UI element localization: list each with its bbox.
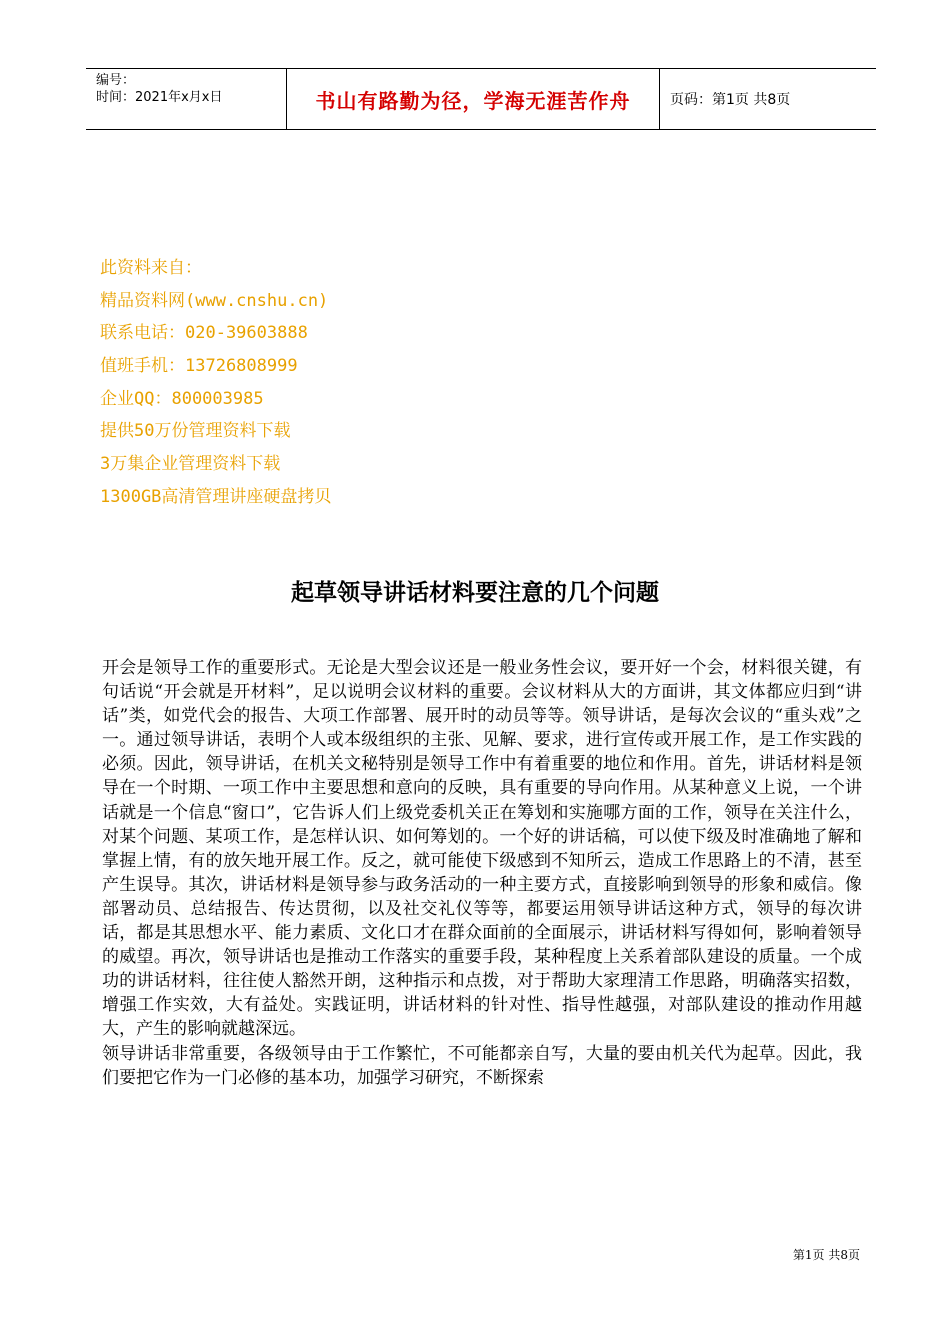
number-label: 编号： (96, 73, 136, 88)
promo-line: 提供50万份管理资料下载 (100, 421, 291, 442)
header-motto: 书山有路勤为径，学海无涯苦作舟 (286, 69, 660, 129)
promo-line: 企业QQ：800003985 (100, 388, 264, 409)
promo-block (100, 252, 331, 514)
promo-line: 联系电话：020-39603888 (100, 323, 308, 344)
body-paragraph: 开会是领导工作的重要形式。无论是大型会议还是一般业务性会议，要开好一个会，材料很关键，有句话说“开会就是开材料”，足以说明会议材料的重要。会议材料从大的方面讲，其文体都应归到“讲话”类，如党代会的报告、大项工作部署、展开时的动员等等。领导讲话，是每次会议的“重头戏”之一。通过领导讲话，表明个人或本级组织的主张、见解、要求，进行宣传或开展工作，是工作实践的必须。因此，领导讲话，在机关文秘特别是领导工作中有着重要的地位和作用。首先，讲话材料是领导在一个时期、一项工作中主要思想和意向的反映，具有重要的导向作用。从某种意义上说，一个讲话就是一个信息“窗口”，它告诉人们上级党委机关正在筹划和实施哪方面的工作，领导在关注什么，对某个问题、某项工作，是怎样认识、如何筹划的。一个好的讲话稿，可以使下级及时准确地了解和掌握上情，有的放矢地开展工作。反之，就可能使下级感到不知所云，造成工作思路上的不清，甚至产生误导。其次，讲话材料是领导参与政务活动的一种主要方式，直接影响到领导的形象和威信。像部署动员、总结报告、传达贯彻，以及社交礼仪等等，都要运用领导讲话这种方式，领导的每次讲话，都是其思想水平、能力素质、文化口才在群众面前的全面展示，讲话材料写得如何，影响着领导的威望。再次，领导讲话也是推动工作落实的重要手段，某种程度上关系着部队建设的质量。一个成功的讲话材料，往往使人豁然开朗，这种指示和点拨，对于帮助大家理清工作思路，明确落实招数，增强工作实效，大有益处。实践证明，讲话材料的针对性、指导性越强，对部队建设的推动作用越大，产生的影响就越深远。 (102, 658, 862, 1040)
body-paragraph: 领导讲话非常重要，各级领导由于工作繁忙，不可能都亲自写，大量的要由机关代为起草。因此，我们要把它作为一门必修的基本功，加强学习研究，不断探索 (102, 1043, 862, 1088)
promo-line: 3万集企业管理资料下载 (100, 454, 281, 475)
promo-line: 此资料来自： (100, 258, 202, 278)
page-header (86, 68, 876, 130)
page-footer: 第1页 共8页 (792, 1248, 860, 1262)
time-label: 时间：2021年x月x日 (96, 90, 223, 105)
header-page-info: 页码：第1页 共8页 (670, 92, 791, 108)
document-body (102, 656, 862, 1090)
document-title: 起草领导讲话材料要注意的几个问题 (291, 579, 659, 606)
promo-line: 1300GB高清管理讲座硬盘拷贝 (100, 486, 332, 507)
promo-line: 值班手机：13726808999 (100, 356, 298, 377)
header-meta (86, 69, 286, 129)
promo-line[interactable]: 精品资料网(www.cnshu.cn) (100, 290, 329, 311)
